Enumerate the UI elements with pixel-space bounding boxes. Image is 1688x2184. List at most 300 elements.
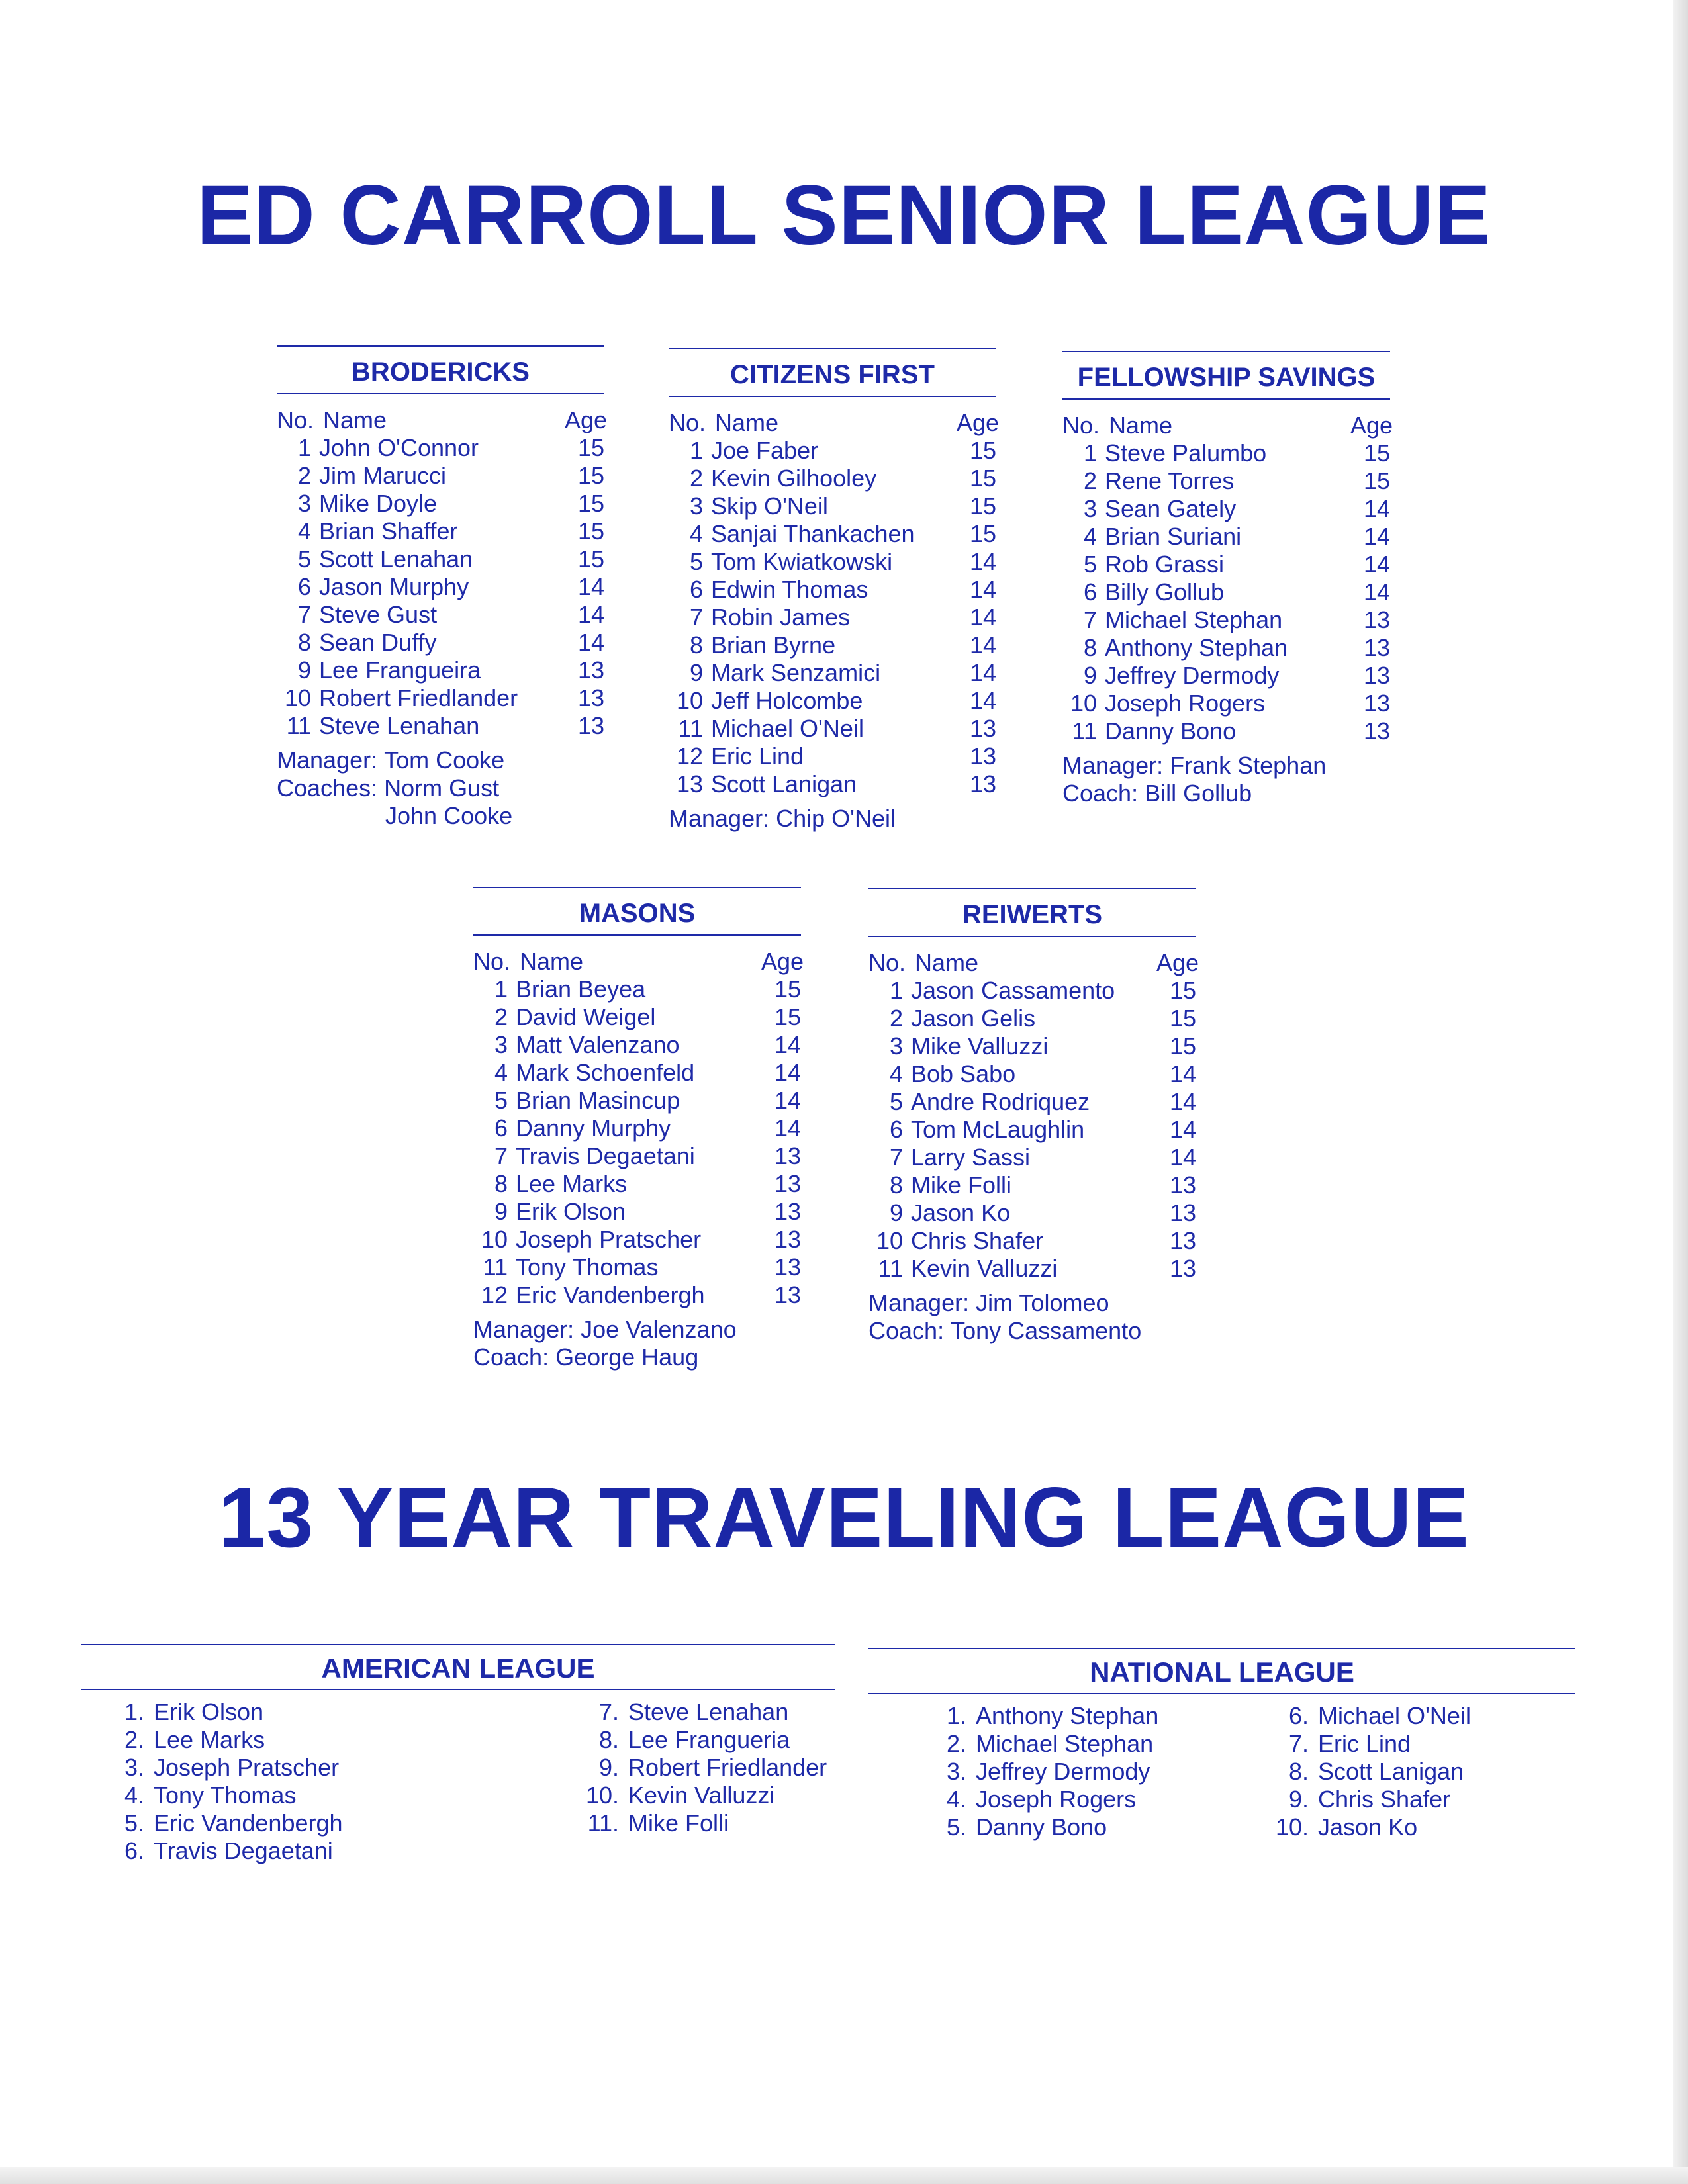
player-number: 9 bbox=[889, 1199, 903, 1226]
player-name: Michael Stephan bbox=[1105, 606, 1283, 633]
player-row bbox=[868, 977, 1196, 1005]
player-age: 13 bbox=[1169, 1227, 1196, 1254]
player-number: 9 bbox=[689, 659, 703, 686]
player-number: 2 bbox=[889, 1005, 903, 1032]
player-number: 8 bbox=[1083, 634, 1097, 661]
player-age: 14 bbox=[774, 1087, 801, 1114]
player-row bbox=[473, 1087, 801, 1115]
player-age: 13 bbox=[577, 712, 604, 739]
standing-row bbox=[581, 1809, 827, 1837]
player-name: Jeff Holcombe bbox=[711, 687, 863, 714]
staff-role: Coach: bbox=[868, 1317, 945, 1344]
player-row bbox=[669, 437, 996, 465]
player-age: 13 bbox=[969, 743, 996, 770]
player-row bbox=[868, 1227, 1196, 1255]
player-row bbox=[669, 548, 996, 576]
standing-rank: 8. bbox=[1288, 1758, 1309, 1785]
player-age: 15 bbox=[577, 490, 604, 517]
player-row bbox=[1062, 523, 1390, 551]
player-number: 3 bbox=[1083, 495, 1097, 522]
player-name: Jim Marucci bbox=[319, 462, 447, 489]
player-number: 12 bbox=[481, 1281, 508, 1308]
player-row bbox=[669, 520, 996, 548]
roster-header-row bbox=[473, 948, 804, 976]
player-row bbox=[1062, 467, 1390, 495]
staff-row bbox=[473, 1343, 801, 1371]
standing-player: Steve Lenahan bbox=[628, 1698, 789, 1725]
staff-name: Bill Gollub bbox=[1145, 780, 1252, 807]
player-name: Rob Grassi bbox=[1105, 551, 1225, 578]
player-age: 14 bbox=[774, 1115, 801, 1142]
standings-column bbox=[1270, 1702, 1471, 1841]
player-number: 10 bbox=[676, 687, 703, 714]
player-name: Anthony Stephan bbox=[1105, 634, 1288, 661]
staff-row bbox=[868, 1289, 1196, 1317]
player-name: Michael O'Neil bbox=[711, 715, 864, 742]
standing-row bbox=[928, 1758, 1158, 1786]
player-age: 14 bbox=[969, 604, 996, 631]
player-age: 13 bbox=[1363, 717, 1390, 745]
player-row bbox=[868, 1255, 1196, 1283]
staff-row bbox=[868, 1317, 1196, 1345]
player-age: 13 bbox=[774, 1253, 801, 1281]
header-age: Age bbox=[565, 406, 608, 433]
staff-role: Coach: bbox=[1062, 780, 1139, 807]
player-name: Sean Duffy bbox=[319, 629, 437, 656]
standing-player: Kevin Valluzzi bbox=[628, 1782, 775, 1809]
player-name: Chris Shafer bbox=[911, 1227, 1044, 1254]
standings-column bbox=[581, 1698, 827, 1837]
player-name: Mark Senzamici bbox=[711, 659, 881, 686]
league-name: AMERICAN LEAGUE bbox=[81, 1644, 835, 1690]
player-number: 10 bbox=[1070, 690, 1097, 717]
player-name: John O'Connor bbox=[319, 434, 479, 461]
player-name: Andre Rodriquez bbox=[911, 1088, 1090, 1115]
player-row bbox=[1062, 690, 1390, 717]
player-name: Eric Lind bbox=[711, 743, 804, 770]
standing-player: Eric Lind bbox=[1318, 1730, 1411, 1757]
standing-rank: 11. bbox=[587, 1809, 619, 1837]
player-number: 8 bbox=[889, 1171, 903, 1199]
standing-player: Jason Ko bbox=[1318, 1813, 1418, 1841]
header-no: No. bbox=[1062, 412, 1100, 439]
page-edge-shadow bbox=[1673, 0, 1688, 2184]
player-number: 2 bbox=[1083, 467, 1097, 494]
team-staff bbox=[277, 747, 604, 830]
player-row bbox=[669, 492, 996, 520]
staff-name: Jim Tolomeo bbox=[976, 1289, 1109, 1316]
player-name: Steve Gust bbox=[319, 601, 438, 628]
senior-league-title: ED CARROLL SENIOR LEAGUE bbox=[197, 168, 1491, 263]
header-name: Name bbox=[1109, 412, 1173, 439]
header-no: No. bbox=[868, 949, 906, 976]
standing-rank: 3. bbox=[124, 1754, 144, 1781]
standing-player: Michael O'Neil bbox=[1318, 1702, 1471, 1729]
player-name: Kevin Valluzzi bbox=[911, 1255, 1058, 1282]
league-block-american bbox=[81, 1644, 835, 1862]
player-row bbox=[1062, 551, 1390, 578]
traveling-league-title: 13 YEAR TRAVELING LEAGUE bbox=[218, 1471, 1470, 1565]
player-name: Danny Murphy bbox=[516, 1115, 671, 1142]
player-age: 15 bbox=[1169, 1032, 1196, 1060]
staff-role: Coaches: bbox=[277, 774, 378, 801]
standing-rank: 2. bbox=[124, 1726, 144, 1753]
player-row bbox=[868, 1116, 1196, 1144]
team-staff bbox=[868, 1289, 1196, 1345]
player-name: Bob Sabo bbox=[911, 1060, 1016, 1087]
roster-header-row bbox=[1062, 412, 1393, 439]
player-age: 13 bbox=[774, 1281, 801, 1308]
player-row bbox=[669, 659, 996, 687]
player-number: 5 bbox=[689, 548, 703, 575]
player-name: Erik Olson bbox=[516, 1198, 626, 1225]
standing-row bbox=[1270, 1786, 1471, 1813]
player-age: 13 bbox=[1363, 606, 1390, 633]
header-name: Name bbox=[520, 948, 584, 975]
player-age: 15 bbox=[1363, 439, 1390, 467]
standing-row bbox=[1270, 1758, 1471, 1786]
header-name: Name bbox=[323, 406, 387, 433]
staff-role: Manager: bbox=[277, 747, 378, 774]
player-number: 1 bbox=[1083, 439, 1097, 467]
player-number: 7 bbox=[494, 1142, 508, 1169]
player-age: 14 bbox=[577, 629, 604, 656]
player-row bbox=[868, 1199, 1196, 1227]
player-row bbox=[473, 1226, 801, 1253]
player-name: Jeffrey Dermody bbox=[1105, 662, 1280, 689]
player-age: 15 bbox=[774, 976, 801, 1003]
standing-rank: 2. bbox=[946, 1730, 966, 1757]
standing-row bbox=[106, 1782, 343, 1809]
player-row bbox=[277, 601, 604, 629]
player-name: Lee Marks bbox=[516, 1170, 628, 1197]
player-number: 1 bbox=[689, 437, 703, 464]
player-name: Joseph Pratscher bbox=[516, 1226, 702, 1253]
player-age: 13 bbox=[1363, 690, 1390, 717]
player-name: Mike Valluzzi bbox=[911, 1032, 1049, 1060]
player-row bbox=[669, 465, 996, 492]
standing-player: Lee Marks bbox=[154, 1726, 265, 1753]
player-row bbox=[1062, 662, 1390, 690]
player-number: 11 bbox=[878, 1255, 903, 1282]
player-name: Jason Gelis bbox=[911, 1005, 1036, 1032]
team-block-masons bbox=[473, 887, 804, 1371]
league-standings bbox=[868, 1694, 1575, 1866]
player-age: 14 bbox=[1363, 578, 1390, 606]
player-name: Scott Lenahan bbox=[319, 545, 473, 572]
player-name: Kevin Gilhooley bbox=[711, 465, 877, 492]
player-name: Sean Gately bbox=[1105, 495, 1237, 522]
player-name: Mike Doyle bbox=[319, 490, 438, 517]
staff-role: Coach: bbox=[473, 1343, 549, 1371]
roster-table bbox=[868, 949, 1199, 1283]
player-row bbox=[277, 518, 604, 545]
player-age: 15 bbox=[1169, 977, 1196, 1004]
player-number: 5 bbox=[297, 545, 311, 572]
standing-player: Lee Frangueria bbox=[628, 1726, 790, 1753]
player-age: 15 bbox=[577, 545, 604, 572]
player-age: 13 bbox=[774, 1198, 801, 1225]
player-row bbox=[277, 657, 604, 684]
player-row bbox=[669, 687, 996, 715]
standings-column bbox=[106, 1698, 343, 1865]
standing-player: Erik Olson bbox=[154, 1698, 264, 1725]
player-row bbox=[277, 712, 604, 740]
player-age: 13 bbox=[774, 1170, 801, 1197]
player-age: 13 bbox=[969, 770, 996, 797]
player-name: Tom Kwiatkowski bbox=[711, 548, 893, 575]
player-row bbox=[473, 1059, 801, 1087]
standing-player: Travis Degaetani bbox=[154, 1837, 333, 1864]
roster-header-row bbox=[669, 409, 1000, 437]
standing-rank: 9. bbox=[1288, 1786, 1309, 1813]
staff-name: George Haug bbox=[555, 1343, 699, 1371]
header-no: No. bbox=[277, 406, 314, 433]
standing-rank: 5. bbox=[946, 1813, 966, 1841]
player-number: 13 bbox=[676, 770, 703, 797]
staff-row bbox=[277, 774, 604, 802]
player-age: 15 bbox=[577, 434, 604, 461]
player-age: 13 bbox=[1169, 1171, 1196, 1199]
roster-header-row bbox=[277, 406, 608, 434]
standing-row bbox=[1270, 1730, 1471, 1758]
player-number: 4 bbox=[1083, 523, 1097, 550]
player-name: Rene Torres bbox=[1105, 467, 1235, 494]
player-number: 11 bbox=[286, 712, 311, 739]
player-name: Edwin Thomas bbox=[711, 576, 868, 603]
player-age: 14 bbox=[1169, 1088, 1196, 1115]
player-name: Steve Palumbo bbox=[1105, 439, 1267, 467]
standing-player: Eric Vandenbergh bbox=[154, 1809, 343, 1837]
player-number: 3 bbox=[297, 490, 311, 517]
standing-player: Danny Bono bbox=[976, 1813, 1107, 1841]
player-age: 13 bbox=[577, 684, 604, 711]
standing-rank: 1. bbox=[124, 1698, 144, 1725]
team-staff bbox=[1062, 752, 1390, 807]
player-number: 9 bbox=[1083, 662, 1097, 689]
standing-player: Michael Stephan bbox=[976, 1730, 1154, 1757]
standing-row bbox=[1270, 1813, 1471, 1841]
staff-name: Chip O'Neil bbox=[776, 805, 896, 832]
player-number: 1 bbox=[494, 976, 508, 1003]
player-number: 10 bbox=[481, 1226, 508, 1253]
player-row bbox=[473, 1115, 801, 1142]
header-age: Age bbox=[1156, 949, 1199, 976]
standing-row bbox=[106, 1837, 343, 1865]
player-name: Eric Vandenbergh bbox=[516, 1281, 705, 1308]
player-row bbox=[1062, 606, 1390, 634]
player-row bbox=[669, 576, 996, 604]
player-name: Robert Friedlander bbox=[319, 684, 518, 711]
standing-player: Scott Lanigan bbox=[1318, 1758, 1464, 1785]
staff-row bbox=[1062, 752, 1390, 780]
player-age: 14 bbox=[1169, 1116, 1196, 1143]
standing-rank: 1. bbox=[946, 1702, 966, 1729]
player-number: 2 bbox=[494, 1003, 508, 1030]
player-row bbox=[277, 629, 604, 657]
player-name: David Weigel bbox=[516, 1003, 656, 1030]
player-name: Steve Lenahan bbox=[319, 712, 480, 739]
standing-row bbox=[928, 1813, 1158, 1841]
player-name: Jason Ko bbox=[911, 1199, 1011, 1226]
player-age: 13 bbox=[1363, 634, 1390, 661]
player-age: 14 bbox=[969, 548, 996, 575]
staff-row bbox=[277, 747, 604, 774]
player-age: 13 bbox=[969, 715, 996, 742]
standing-row bbox=[581, 1698, 827, 1726]
player-row bbox=[1062, 717, 1390, 745]
player-number: 4 bbox=[889, 1060, 903, 1087]
player-age: 13 bbox=[1363, 662, 1390, 689]
staff-role: Manager: bbox=[473, 1316, 575, 1343]
player-name: Mike Folli bbox=[911, 1171, 1012, 1199]
player-number: 3 bbox=[689, 492, 703, 520]
header-age: Age bbox=[1350, 412, 1393, 439]
standing-rank: 8. bbox=[598, 1726, 619, 1753]
player-name: Brian Suriani bbox=[1105, 523, 1242, 550]
player-age: 14 bbox=[1363, 551, 1390, 578]
player-age: 15 bbox=[969, 465, 996, 492]
player-age: 14 bbox=[1169, 1060, 1196, 1087]
player-number: 12 bbox=[676, 743, 703, 770]
player-row bbox=[1062, 439, 1390, 467]
player-number: 6 bbox=[494, 1115, 508, 1142]
team-name: REIWERTS bbox=[868, 889, 1196, 937]
player-name: Travis Degaetani bbox=[516, 1142, 695, 1169]
standing-player: Mike Folli bbox=[628, 1809, 729, 1837]
standing-row bbox=[106, 1754, 343, 1782]
player-row bbox=[868, 1032, 1196, 1060]
standing-row bbox=[106, 1726, 343, 1754]
team-block-fellowship-savings bbox=[1062, 351, 1393, 807]
standing-rank: 5. bbox=[124, 1809, 144, 1837]
player-number: 5 bbox=[1083, 551, 1097, 578]
page-edge-shadow-bottom bbox=[0, 2167, 1688, 2184]
player-number: 2 bbox=[297, 462, 311, 489]
player-number: 11 bbox=[678, 715, 703, 742]
staff-row bbox=[473, 1316, 801, 1343]
roster-table bbox=[473, 948, 804, 1309]
staff-name: Tom Cooke bbox=[384, 747, 505, 774]
player-row bbox=[473, 1031, 801, 1059]
player-number: 9 bbox=[297, 657, 311, 684]
team-staff bbox=[473, 1316, 801, 1371]
player-age: 15 bbox=[1169, 1005, 1196, 1032]
player-row bbox=[277, 573, 604, 601]
player-row bbox=[473, 1198, 801, 1226]
staff-role: Manager: bbox=[669, 805, 770, 832]
standing-rank: 3. bbox=[946, 1758, 966, 1785]
team-staff bbox=[669, 805, 996, 833]
standing-row bbox=[1270, 1702, 1471, 1730]
standing-row bbox=[928, 1702, 1158, 1730]
staff-row bbox=[1062, 780, 1390, 807]
player-number: 7 bbox=[297, 601, 311, 628]
league-name: NATIONAL LEAGUE bbox=[868, 1648, 1575, 1694]
player-row bbox=[868, 1144, 1196, 1171]
player-age: 14 bbox=[969, 659, 996, 686]
player-age: 15 bbox=[969, 492, 996, 520]
player-row bbox=[277, 490, 604, 518]
player-age: 14 bbox=[969, 576, 996, 603]
player-row bbox=[868, 1171, 1196, 1199]
player-number: 6 bbox=[889, 1116, 903, 1143]
player-row bbox=[277, 462, 604, 490]
standing-player: Tony Thomas bbox=[154, 1782, 297, 1809]
player-row bbox=[868, 1060, 1196, 1088]
player-name: Matt Valenzano bbox=[516, 1031, 680, 1058]
player-age: 14 bbox=[577, 573, 604, 600]
player-age: 14 bbox=[774, 1031, 801, 1058]
player-number: 10 bbox=[284, 684, 311, 711]
player-row bbox=[473, 1003, 801, 1031]
header-age: Age bbox=[957, 409, 1000, 436]
player-row bbox=[669, 715, 996, 743]
player-number: 11 bbox=[483, 1253, 508, 1281]
player-number: 10 bbox=[876, 1227, 903, 1254]
player-age: 14 bbox=[969, 631, 996, 659]
standing-rank: 10. bbox=[585, 1782, 619, 1809]
standing-row bbox=[928, 1730, 1158, 1758]
player-age: 15 bbox=[969, 437, 996, 464]
league-standings bbox=[81, 1690, 835, 1862]
standing-rank: 6. bbox=[1288, 1702, 1309, 1729]
player-name: Brian Beyea bbox=[516, 976, 646, 1003]
player-name: Danny Bono bbox=[1105, 717, 1237, 745]
header-age: Age bbox=[761, 948, 804, 975]
player-row bbox=[868, 1005, 1196, 1032]
player-row bbox=[669, 604, 996, 631]
standing-row bbox=[581, 1782, 827, 1809]
player-number: 6 bbox=[689, 576, 703, 603]
player-name: Tom McLaughlin bbox=[911, 1116, 1085, 1143]
roster-header-row bbox=[868, 949, 1199, 977]
player-row bbox=[277, 545, 604, 573]
roster-table bbox=[1062, 412, 1393, 745]
team-block-reiwerts bbox=[868, 888, 1199, 1345]
staff-role: Manager: bbox=[868, 1289, 970, 1316]
header-no: No. bbox=[669, 409, 706, 436]
player-number: 4 bbox=[494, 1059, 508, 1086]
player-row bbox=[1062, 634, 1390, 662]
staff-role: Manager: bbox=[1062, 752, 1164, 779]
standings-column bbox=[928, 1702, 1158, 1841]
player-name: Jason Murphy bbox=[319, 573, 469, 600]
player-name: Brian Byrne bbox=[711, 631, 836, 659]
roster-table bbox=[669, 409, 1000, 798]
player-number: 1 bbox=[889, 977, 903, 1004]
staff-name: Joe Valenzano bbox=[581, 1316, 737, 1343]
player-name: Brian Masincup bbox=[516, 1087, 680, 1114]
player-name: Robin James bbox=[711, 604, 851, 631]
header-name: Name bbox=[715, 409, 779, 436]
league-block-national bbox=[868, 1648, 1575, 1866]
player-number: 8 bbox=[689, 631, 703, 659]
staff-name: Norm Gust bbox=[384, 774, 500, 801]
team-block-brodericks bbox=[277, 345, 608, 830]
team-name: FELLOWSHIP SAVINGS bbox=[1062, 352, 1390, 400]
player-number: 3 bbox=[494, 1031, 508, 1058]
player-number: 5 bbox=[889, 1088, 903, 1115]
standing-player: Chris Shafer bbox=[1318, 1786, 1451, 1813]
player-number: 4 bbox=[689, 520, 703, 547]
player-age: 15 bbox=[577, 462, 604, 489]
player-name: Lee Frangueira bbox=[319, 657, 481, 684]
standing-row bbox=[581, 1726, 827, 1754]
player-age: 14 bbox=[774, 1059, 801, 1086]
standing-row bbox=[106, 1809, 343, 1837]
player-row bbox=[473, 1281, 801, 1309]
